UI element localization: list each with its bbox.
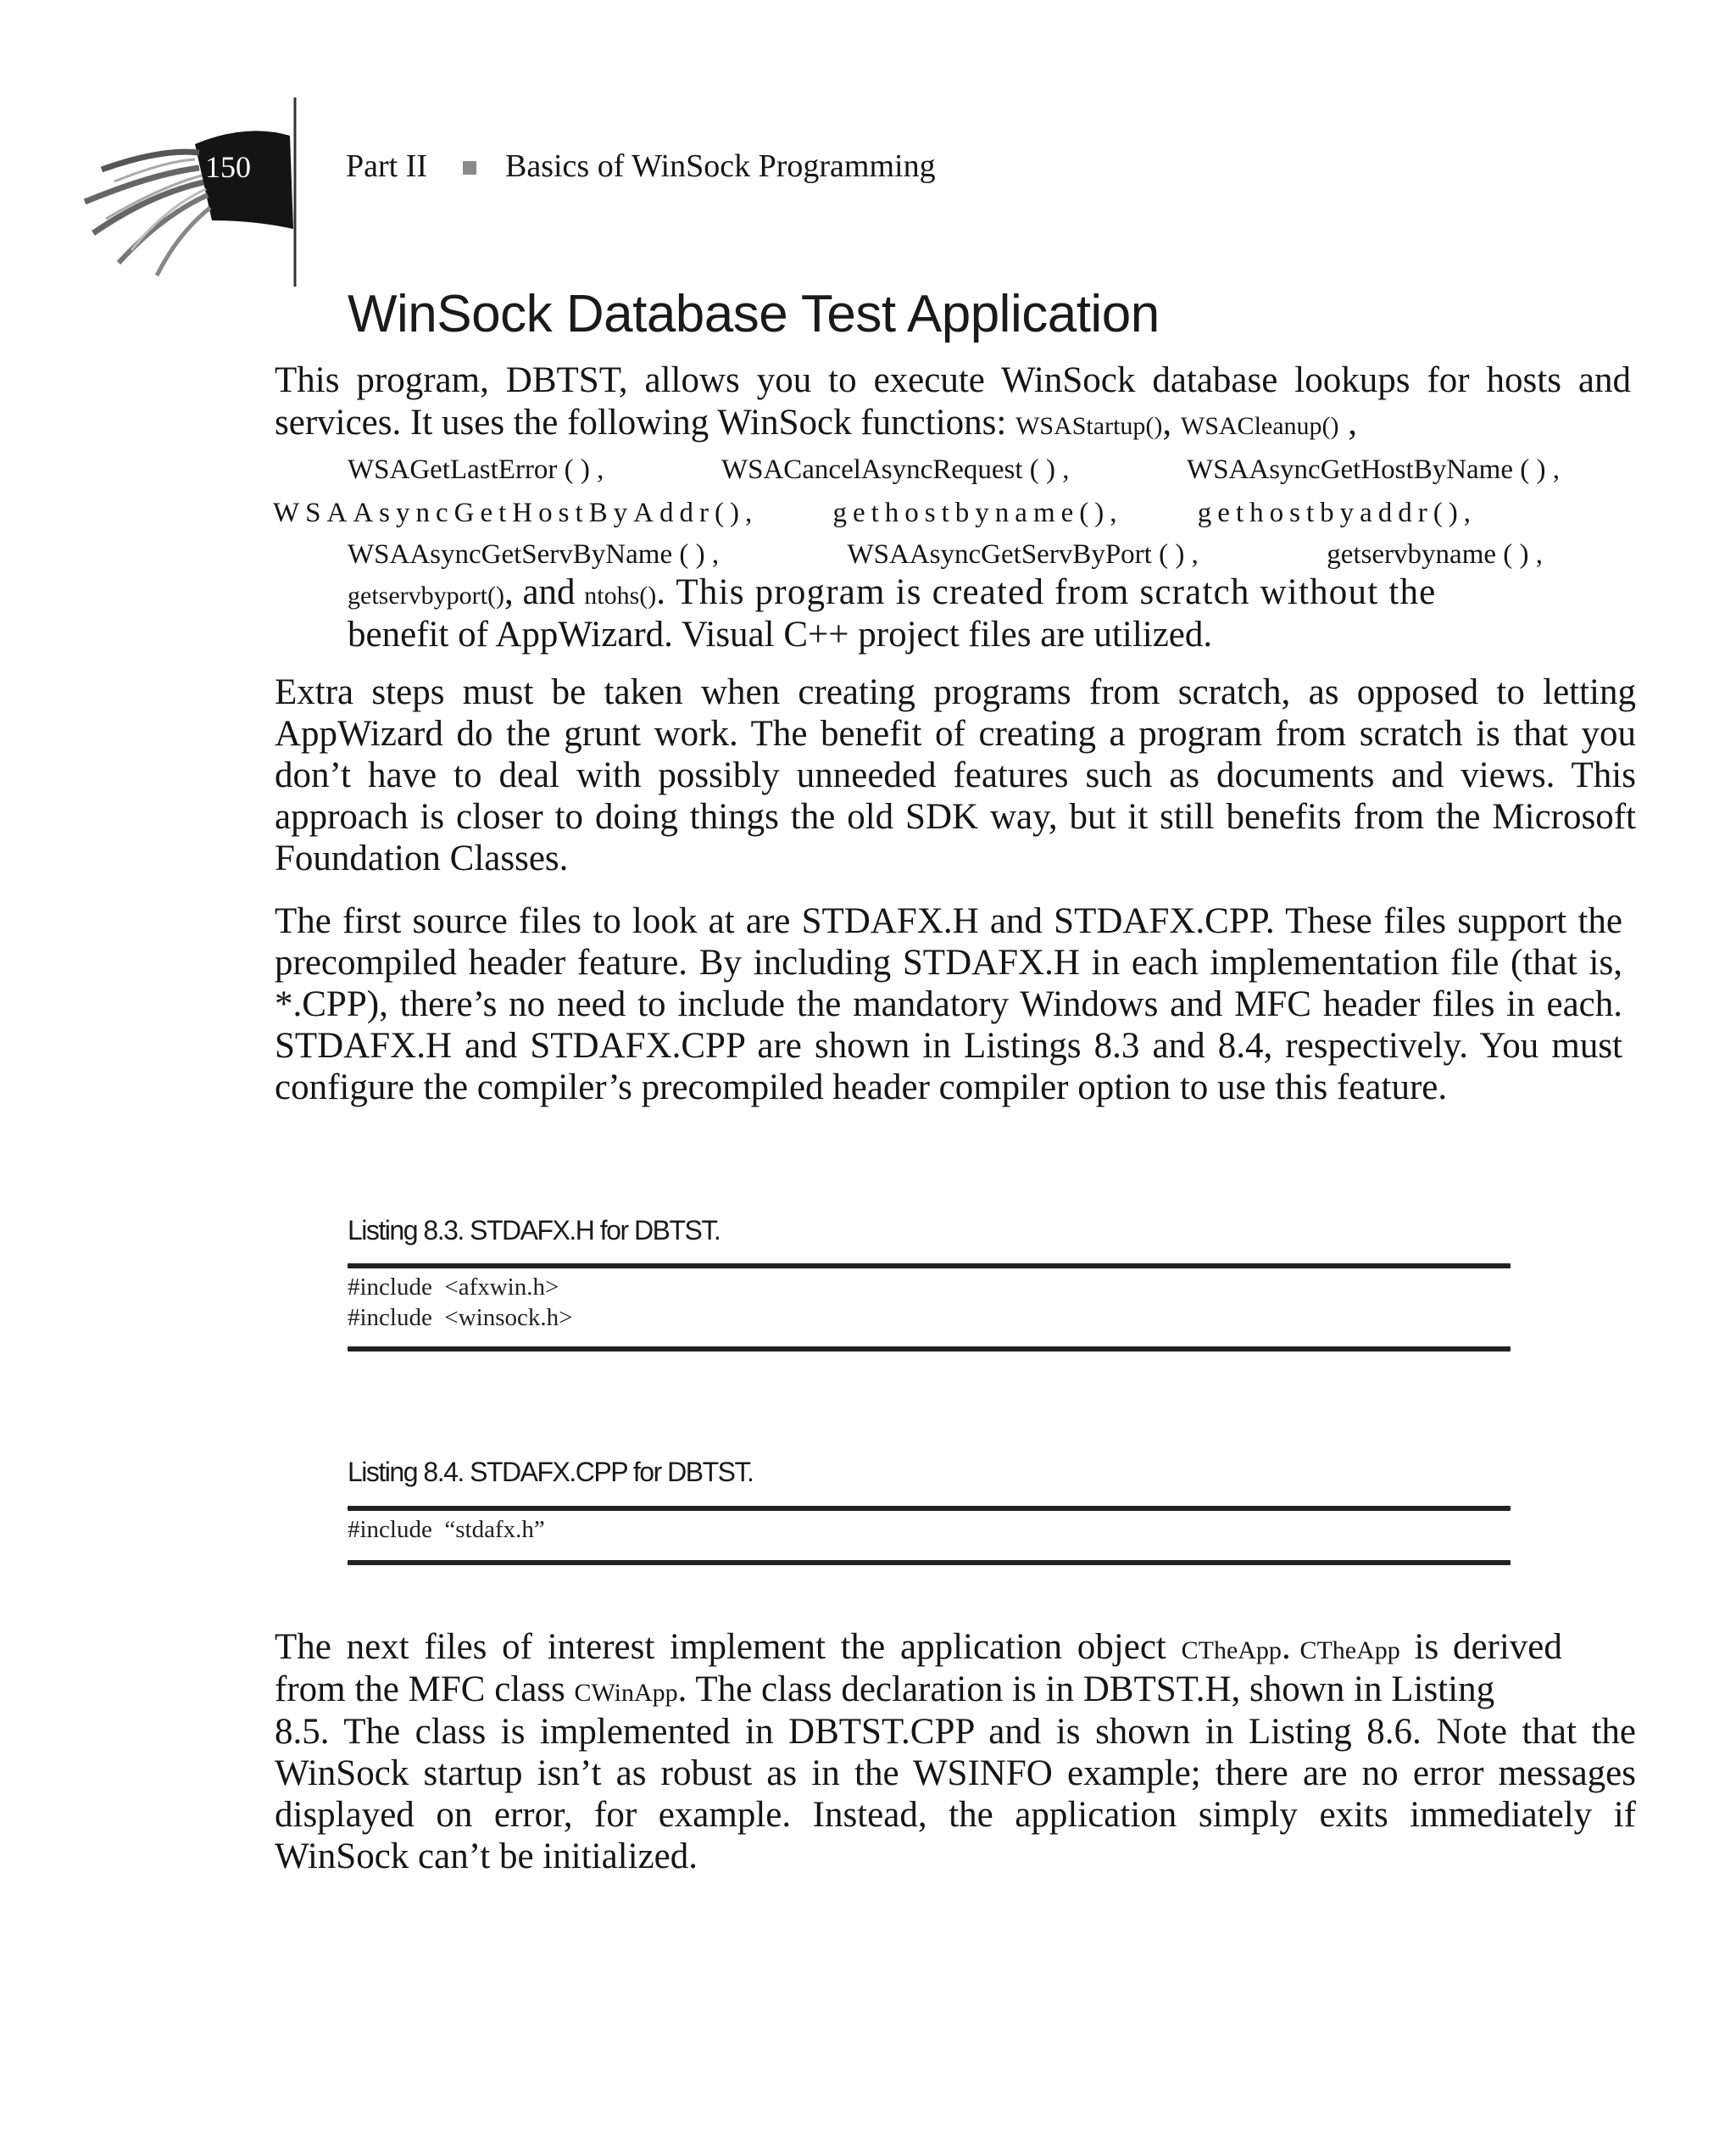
section-title: WinSock Database Test Application [348, 285, 1160, 343]
intro-line-6: getservbyport(), and ntohs(). This program is created from scratch without the [348, 572, 1437, 612]
page-number: 150 [205, 150, 251, 184]
paragraph-3: The first source files to look at are STDAFX.H and STDAFX.CPP. These files support the precompiled header feature. By including STDAFX.H in each implementation file (that is, *.CPP), there’s no need to include the mandatory Windows and MFC header files in each. STDAFX.H and STDAFX.CPP are shown in Listings 8.3 and 8.4, respectively. You must configure the compiler’s precompiled header compiler option to use this feature. [275, 901, 1622, 1107]
fn-wsacleanup: WSACleanup() [1180, 412, 1339, 440]
listing-8-3-caption: Listing 8.3. STDAFX.H for DBTST. [348, 1215, 721, 1246]
paragraph-4-line-2: from the MFC class CWinApp. The class declaration is in DBTST.H, shown in Listing [275, 1669, 1495, 1709]
intro-line-1: This program, DBTST, allows you to execute WinSock database lookups for hosts and [275, 360, 1631, 400]
listing-8-4-code: #include “stdafx.h” [348, 1516, 545, 1543]
header-separator-square [463, 161, 476, 175]
listing-8-3-top-rule [348, 1263, 1511, 1268]
intro-line-7: benefit of AppWizard. Visual C++ project files are utilized. [348, 615, 1213, 655]
intro-line-2: services. It uses the following WinSock functions: WSAStartup(), WSACleanup() , [275, 403, 1358, 443]
listing-8-3-bottom-rule [348, 1346, 1511, 1352]
paragraph-4-line-1: The next files of interest implement the application object CTheApp. CTheApp is derived [275, 1627, 1562, 1667]
class-ctheapp-2: CTheApp [1299, 1636, 1400, 1664]
fn-ntohs: ntohs() [584, 582, 657, 610]
listing-8-3-code: #include <afxwin.h> #include <winsock.h> [348, 1273, 573, 1331]
paragraph-4-rest: 8.5. The class is implemented in DBTST.CPP and is shown in Listing 8.6. Note that the WinSock startup isn’t as robust as in the WSINFO example; there are no error messages displayed on error, for example. Instead, the application simply exits immediately if WinSock can’t be initialized. [275, 1712, 1636, 1876]
class-ctheapp: CTheApp [1181, 1636, 1282, 1664]
intro-line-4: WSAAsyncGetHostByAddr(), gethostbyname(), gethostbyaddr(), [273, 498, 1477, 528]
quill-logo-icon [68, 93, 314, 297]
intro-line-5: WSAAsyncGetServByName ( ) , WSAAsyncGetServByPort ( ) , getservbyname ( ) , [348, 539, 1543, 570]
paragraph-2: Extra steps must be taken when creating programs from scratch, as opposed to letting AppWizard do the grunt work. The benefit of creating a program from scratch is that you don’t have to deal with possibly unneeded features such as documents and views. This approach is closer to doing things the old SDK way, but it still benefits from the Microsoft Foundation Classes. [275, 672, 1636, 878]
book-title: Basics of WinSock Programming [505, 148, 936, 184]
listing-8-4-bottom-rule [348, 1560, 1511, 1565]
fn-getservbyport: getservbyport() [348, 582, 504, 610]
part-label: Part II [346, 148, 428, 184]
listing-8-4-top-rule [348, 1506, 1511, 1511]
listing-8-4-caption: Listing 8.4. STDAFX.CPP for DBTST. [348, 1457, 754, 1487]
fn-wsastartup: WSAStartup() [1015, 412, 1163, 440]
class-cwinapp: CWinApp [574, 1679, 678, 1707]
intro-line-3: WSAGetLastError ( ) , WSACancelAsyncRequest ( ) , WSAAsyncGetHostByName ( ) , [348, 454, 1560, 485]
